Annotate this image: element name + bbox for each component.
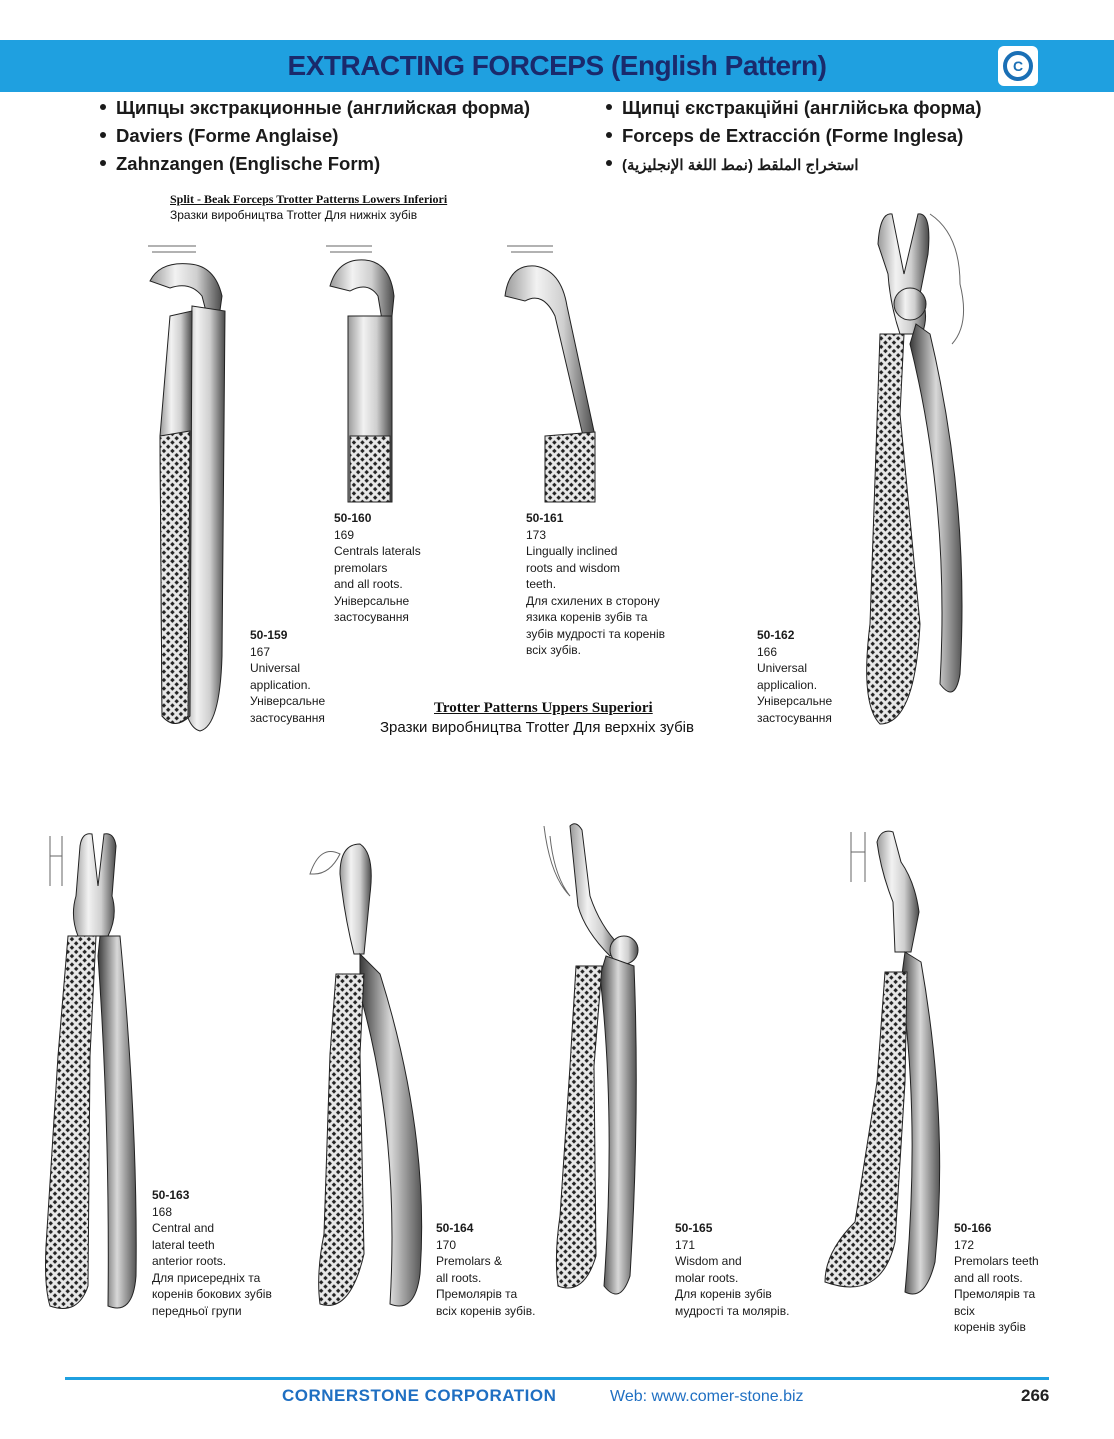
bullet-icon	[606, 132, 612, 138]
item-code: 50-162	[757, 628, 795, 642]
bullet-icon	[100, 160, 106, 166]
item-desc-line: Універсальне	[250, 694, 326, 708]
forceps-50-163-image	[38, 826, 158, 1326]
item-desc-line: applicalion.	[757, 677, 818, 692]
item-desc-line: all roots.	[436, 1270, 482, 1285]
item-desc-line: язика коренів зубів та	[526, 610, 648, 624]
item-desc-line: всіх	[954, 1303, 975, 1318]
item-50-161	[526, 510, 665, 659]
bullet-icon	[606, 160, 612, 166]
item-desc-line: коренів бокових зубів	[152, 1287, 272, 1301]
item-desc-line: Premolars &	[436, 1254, 503, 1268]
translation-de: Zahnzangen (Englische Form)	[100, 150, 530, 178]
item-desc-line: Universal	[757, 661, 808, 675]
item-desc-line: teeth.	[526, 577, 557, 591]
translations-left	[100, 94, 530, 178]
item-desc-line: застосування	[334, 610, 409, 624]
item-desc-line: application.	[250, 677, 311, 692]
item-desc-line: Для коренів зубів	[675, 1287, 772, 1301]
item-50-165	[675, 1220, 789, 1319]
item-number: 166	[757, 644, 778, 659]
item-desc-line: Wisdom and	[675, 1254, 742, 1268]
item-desc-line: roots and wisdom	[526, 560, 621, 575]
item-code: 50-163	[152, 1188, 190, 1202]
lowers-heading: Split - Beak Forceps Trotter Patterns Lowers Inferiori	[170, 192, 448, 206]
item-number: 168	[152, 1204, 173, 1219]
item-desc-line: Lingually inclined	[526, 544, 618, 558]
forceps-50-164-image	[300, 834, 440, 1324]
item-number: 172	[954, 1237, 975, 1252]
item-desc-line: Універсальне	[334, 593, 410, 608]
uppers-subheading: Зразки виробництва Trotter Для верхніх зубів	[380, 719, 694, 736]
item-50-166	[954, 1220, 1039, 1336]
item-desc-line: застосування	[757, 710, 832, 725]
forceps-50-166-image	[815, 822, 955, 1312]
cornerstone-logo-icon: C	[998, 46, 1038, 86]
item-desc-line: застосування	[250, 710, 325, 725]
item-number: 173	[526, 527, 547, 542]
forceps-50-165-image	[540, 816, 660, 1306]
item-desc-line: коренів зубів	[954, 1320, 1026, 1334]
translations-right	[606, 94, 982, 178]
item-50-162	[757, 627, 832, 726]
forceps-50-160-image	[320, 236, 400, 506]
item-desc-line: Для схилених в сторону	[526, 593, 660, 608]
item-code: 50-164	[436, 1221, 474, 1235]
item-50-159	[250, 627, 325, 726]
item-50-163	[152, 1187, 272, 1319]
translation-ru: Щипцы экстракционные (английская форма)	[100, 94, 530, 122]
forceps-50-159-image	[130, 236, 240, 736]
lowers-subheading: Зразки виробництва Trotter Для нижніх зубів	[170, 208, 418, 222]
item-desc-line: Універсальне	[757, 694, 833, 708]
item-desc-line: lateral teeth	[152, 1237, 215, 1252]
item-number: 167	[250, 644, 271, 659]
footer-website-link[interactable]: Web: www.comer-stone.biz	[610, 1388, 804, 1405]
item-50-164	[436, 1220, 535, 1319]
item-number: 169	[334, 527, 355, 542]
item-code: 50-165	[675, 1221, 713, 1235]
footer-company: CORNERSTONE CORPORATION	[282, 1386, 557, 1405]
item-desc-line: всіх коренів зубів.	[436, 1303, 536, 1318]
translation-fr: Daviers (Forme Anglaise)	[100, 122, 530, 150]
bullet-icon	[100, 132, 106, 138]
item-desc-line: anterior roots.	[152, 1254, 227, 1268]
item-desc-line: Centrals laterals	[334, 544, 421, 558]
item-code: 50-160	[334, 511, 372, 525]
item-desc-line: мудрості та молярів.	[675, 1303, 790, 1318]
translation-uk: Щипці єкстракційні (англійська форма)	[606, 94, 982, 122]
item-desc-line: Премолярів та	[436, 1287, 518, 1301]
item-desc-line: molar roots.	[675, 1270, 739, 1285]
item-50-160	[334, 510, 421, 626]
item-desc-line: premolars	[334, 560, 388, 575]
item-desc-line: Premolars teeth	[954, 1254, 1039, 1268]
translation-ar: استخراج الملقط (نمط اللغة الإنجليزية)	[606, 150, 982, 178]
forceps-50-162-image	[860, 204, 980, 734]
item-code: 50-166	[954, 1221, 992, 1235]
uppers-heading: Trotter Patterns Uppers Superiori	[434, 700, 653, 716]
item-desc-line: всіх зубів.	[526, 643, 581, 657]
bullet-icon	[606, 104, 612, 110]
footer-divider	[65, 1377, 1049, 1380]
item-code: 50-161	[526, 511, 564, 525]
forceps-50-161-image	[495, 236, 605, 506]
item-number: 171	[675, 1237, 696, 1252]
item-desc-line: and all roots.	[334, 577, 403, 591]
page-title: EXTRACTING FORCEPS (English Pattern)	[287, 50, 827, 81]
item-desc-line: and all roots.	[954, 1270, 1023, 1285]
bullet-icon	[100, 104, 106, 110]
item-desc-line: Премолярів та	[954, 1287, 1036, 1301]
item-desc-line: Central and	[152, 1221, 215, 1235]
item-desc-line: зубів мудрості та коренів	[526, 626, 666, 641]
item-desc-line: Universal	[250, 661, 301, 675]
translation-es: Forceps de Extracción (Forme Inglesa)	[606, 122, 982, 150]
item-code: 50-159	[250, 628, 288, 642]
item-number: 170	[436, 1237, 457, 1252]
item-desc-line: Для присередніх та	[152, 1270, 261, 1285]
page-number: 266	[1021, 1386, 1050, 1405]
item-desc-line: передньої групи	[152, 1303, 242, 1318]
